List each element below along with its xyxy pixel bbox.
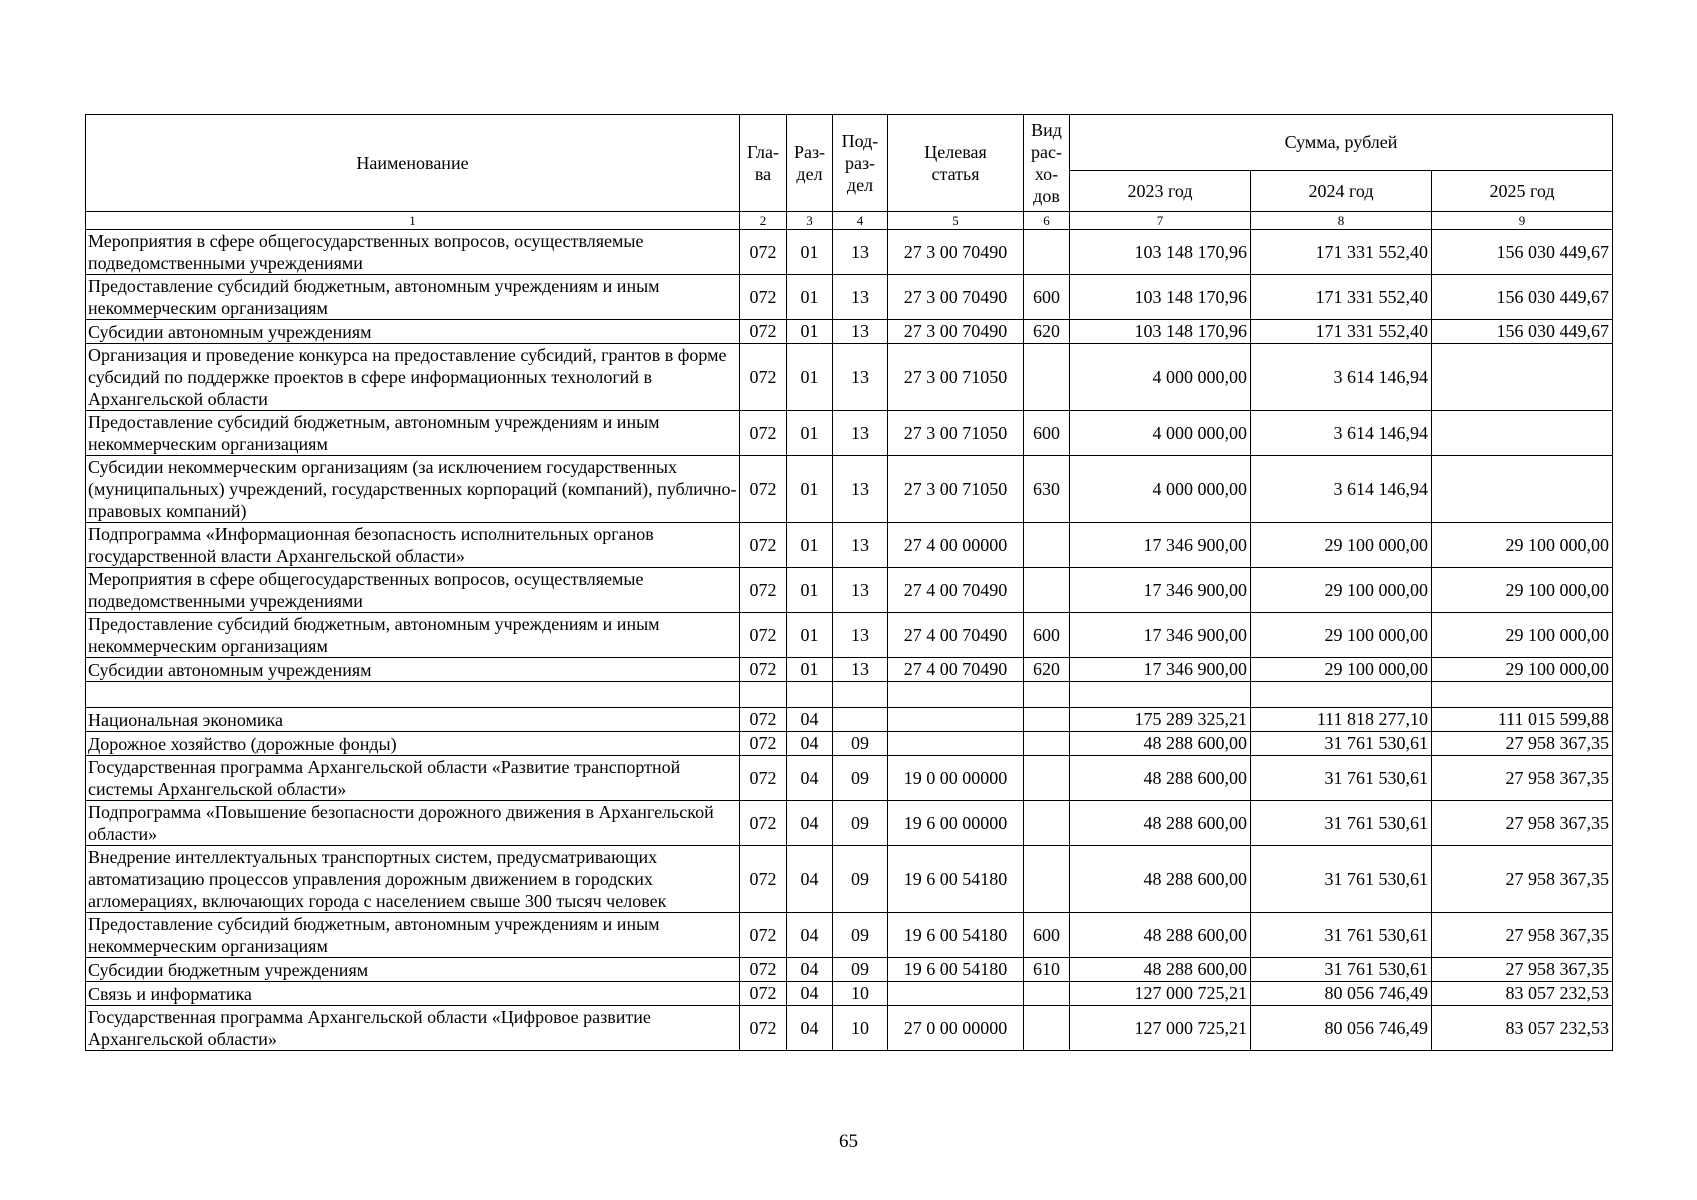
header-year-2024: 2024 год: [1251, 170, 1432, 211]
cell-razdel: 04: [787, 732, 833, 756]
cell-podrazdel: [833, 682, 888, 708]
cell-vid-rashodov: [1024, 568, 1070, 613]
cell-name: Внедрение интеллектуальных транспортных систем, предусматривающих автоматизацию процессов управления дорожным движением в городских агломерациях, включающих города с населением свыше 300 тысяч человек: [86, 846, 740, 913]
cell-glava: 072: [740, 982, 787, 1006]
cell-tselevaya-statya: 19 6 00 00000: [888, 801, 1024, 846]
cell-amount-2025: 83 057 232,53: [1432, 982, 1613, 1006]
table-row: [86, 230, 1613, 275]
cell-vid-rashodov: [1024, 682, 1070, 708]
cell-amount-2025: 29 100 000,00: [1432, 613, 1613, 658]
cell-amount-2025: 29 100 000,00: [1432, 568, 1613, 613]
cell-vid-rashodov: 600: [1024, 275, 1070, 320]
cell-razdel: 01: [787, 230, 833, 275]
cell-vid-rashodov: 610: [1024, 958, 1070, 982]
cell-podrazdel: 09: [833, 756, 888, 801]
cell-vid-rashodov: [1024, 708, 1070, 732]
column-number: 4: [833, 212, 888, 230]
cell-tselevaya-statya: 27 3 00 70490: [888, 320, 1024, 344]
cell-amount-2023: 48 288 600,00: [1070, 756, 1251, 801]
header-podrazdel: Под- раз- дел: [833, 115, 888, 212]
cell-glava: 072: [740, 756, 787, 801]
cell-glava: [740, 682, 787, 708]
table-row: [86, 1006, 1613, 1051]
cell-amount-2023: 17 346 900,00: [1070, 658, 1251, 682]
cell-vid-rashodov: 600: [1024, 411, 1070, 456]
cell-name: Предоставление субсидий бюджетным, автономным учреждениям и иным некоммерческим организациям: [86, 411, 740, 456]
cell-razdel: 04: [787, 958, 833, 982]
cell-vid-rashodov: [1024, 801, 1070, 846]
cell-amount-2023: 103 148 170,96: [1070, 275, 1251, 320]
cell-name: Государственная программа Архангельской области «Цифровое развитие Архангельской области»: [86, 1006, 740, 1051]
cell-tselevaya-statya: [888, 708, 1024, 732]
table-row: [86, 913, 1613, 958]
table-row: [86, 275, 1613, 320]
column-number: 3: [787, 212, 833, 230]
cell-tselevaya-statya: [888, 982, 1024, 1006]
cell-razdel: [787, 682, 833, 708]
table-row: [86, 682, 1613, 708]
cell-vid-rashodov: [1024, 523, 1070, 568]
table-row: [86, 732, 1613, 756]
cell-glava: 072: [740, 732, 787, 756]
cell-amount-2025: 156 030 449,67: [1432, 275, 1613, 320]
cell-name: Подпрограмма «Повышение безопасности дорожного движения в Архангельской области»: [86, 801, 740, 846]
cell-vid-rashodov: [1024, 344, 1070, 411]
cell-amount-2025: 27 958 367,35: [1432, 958, 1613, 982]
cell-podrazdel: 13: [833, 230, 888, 275]
cell-tselevaya-statya: 27 4 00 00000: [888, 523, 1024, 568]
cell-amount-2023: 4 000 000,00: [1070, 456, 1251, 523]
cell-amount-2025: [1432, 456, 1613, 523]
cell-amount-2024: 31 761 530,61: [1251, 958, 1432, 982]
header-vid-rashodov: Вид рас- хо- дов: [1024, 115, 1070, 212]
table-row: [86, 344, 1613, 411]
cell-podrazdel: 13: [833, 613, 888, 658]
cell-vid-rashodov: [1024, 732, 1070, 756]
cell-glava: 072: [740, 958, 787, 982]
cell-amount-2025: 156 030 449,67: [1432, 230, 1613, 275]
cell-amount-2024: 171 331 552,40: [1251, 230, 1432, 275]
cell-amount-2024: 171 331 552,40: [1251, 320, 1432, 344]
header-glava: Гла- ва: [740, 115, 787, 212]
cell-razdel: 01: [787, 320, 833, 344]
table-row: [86, 982, 1613, 1006]
cell-amount-2024: 31 761 530,61: [1251, 756, 1432, 801]
column-number: 5: [888, 212, 1024, 230]
cell-podrazdel: 09: [833, 846, 888, 913]
cell-glava: 072: [740, 708, 787, 732]
cell-tselevaya-statya: 27 3 00 71050: [888, 344, 1024, 411]
cell-amount-2023: 175 289 325,21: [1070, 708, 1251, 732]
cell-vid-rashodov: [1024, 1006, 1070, 1051]
cell-podrazdel: 09: [833, 801, 888, 846]
cell-name: [86, 682, 740, 708]
cell-tselevaya-statya: 27 4 00 70490: [888, 613, 1024, 658]
cell-name: Подпрограмма «Информационная безопасность исполнительных органов государственной власти Архангельской области»: [86, 523, 740, 568]
cell-amount-2024: 29 100 000,00: [1251, 568, 1432, 613]
cell-amount-2024: 3 614 146,94: [1251, 411, 1432, 456]
budget-table: [85, 114, 1613, 1051]
cell-tselevaya-statya: [888, 682, 1024, 708]
cell-amount-2024: [1251, 682, 1432, 708]
column-numbers-row: [86, 212, 1613, 230]
cell-vid-rashodov: [1024, 982, 1070, 1006]
table-row: [86, 846, 1613, 913]
cell-amount-2024: 111 818 277,10: [1251, 708, 1432, 732]
cell-name: Мероприятия в сфере общегосударственных вопросов, осуществляемые подведомственными учреждениями: [86, 230, 740, 275]
cell-amount-2024: 29 100 000,00: [1251, 523, 1432, 568]
cell-name: Связь и информатика: [86, 982, 740, 1006]
cell-vid-rashodov: [1024, 846, 1070, 913]
table-body: [86, 230, 1613, 1051]
cell-amount-2025: 27 958 367,35: [1432, 913, 1613, 958]
header-summa: Сумма, рублей: [1070, 115, 1613, 171]
header-year-2023: 2023 год: [1070, 170, 1251, 211]
cell-vid-rashodov: 600: [1024, 613, 1070, 658]
cell-amount-2023: 127 000 725,21: [1070, 982, 1251, 1006]
cell-podrazdel: 09: [833, 732, 888, 756]
cell-razdel: 01: [787, 344, 833, 411]
table-row: [86, 411, 1613, 456]
cell-glava: 072: [740, 613, 787, 658]
header-year-2025: 2025 год: [1432, 170, 1613, 211]
table-row: [86, 756, 1613, 801]
cell-glava: 072: [740, 230, 787, 275]
header-tselevaya-statya: Целевая статья: [888, 115, 1024, 212]
cell-glava: 072: [740, 411, 787, 456]
cell-amount-2025: 156 030 449,67: [1432, 320, 1613, 344]
cell-glava: 072: [740, 275, 787, 320]
cell-amount-2024: 31 761 530,61: [1251, 801, 1432, 846]
cell-tselevaya-statya: 27 3 00 71050: [888, 456, 1024, 523]
cell-razdel: 04: [787, 708, 833, 732]
cell-name: Субсидии бюджетным учреждениям: [86, 958, 740, 982]
cell-razdel: 04: [787, 913, 833, 958]
cell-amount-2024: 80 056 746,49: [1251, 982, 1432, 1006]
cell-amount-2024: 31 761 530,61: [1251, 913, 1432, 958]
cell-amount-2023: 48 288 600,00: [1070, 846, 1251, 913]
cell-podrazdel: 13: [833, 320, 888, 344]
cell-glava: 072: [740, 913, 787, 958]
cell-glava: 072: [740, 658, 787, 682]
column-number: 9: [1432, 212, 1613, 230]
cell-name: Предоставление субсидий бюджетным, автономным учреждениям и иным некоммерческим организациям: [86, 913, 740, 958]
header-name: Наименование: [86, 115, 740, 212]
cell-tselevaya-statya: 27 4 00 70490: [888, 568, 1024, 613]
cell-amount-2023: 17 346 900,00: [1070, 523, 1251, 568]
cell-amount-2025: [1432, 344, 1613, 411]
cell-podrazdel: 13: [833, 658, 888, 682]
cell-tselevaya-statya: 27 3 00 71050: [888, 411, 1024, 456]
cell-amount-2023: 48 288 600,00: [1070, 732, 1251, 756]
cell-razdel: 01: [787, 568, 833, 613]
page-number: 65: [839, 1131, 858, 1152]
cell-amount-2024: 29 100 000,00: [1251, 613, 1432, 658]
cell-podrazdel: 13: [833, 411, 888, 456]
table-row: [86, 958, 1613, 982]
cell-amount-2025: [1432, 682, 1613, 708]
cell-tselevaya-statya: 27 4 00 70490: [888, 658, 1024, 682]
cell-razdel: 01: [787, 658, 833, 682]
cell-amount-2023: 4 000 000,00: [1070, 411, 1251, 456]
cell-tselevaya-statya: [888, 732, 1024, 756]
header-razdel: Раз- дел: [787, 115, 833, 212]
cell-vid-rashodov: 620: [1024, 658, 1070, 682]
cell-amount-2024: 171 331 552,40: [1251, 275, 1432, 320]
cell-amount-2023: [1070, 682, 1251, 708]
cell-amount-2023: 17 346 900,00: [1070, 568, 1251, 613]
cell-amount-2023: 103 148 170,96: [1070, 320, 1251, 344]
cell-glava: 072: [740, 568, 787, 613]
cell-tselevaya-statya: 27 3 00 70490: [888, 230, 1024, 275]
cell-amount-2023: 48 288 600,00: [1070, 913, 1251, 958]
cell-vid-rashodov: 620: [1024, 320, 1070, 344]
cell-tselevaya-statya: 19 6 00 54180: [888, 958, 1024, 982]
cell-name: Предоставление субсидий бюджетным, автономным учреждениям и иным некоммерческим организациям: [86, 275, 740, 320]
cell-vid-rashodov: 630: [1024, 456, 1070, 523]
cell-amount-2024: 3 614 146,94: [1251, 344, 1432, 411]
cell-amount-2025: 29 100 000,00: [1432, 523, 1613, 568]
cell-amount-2025: 27 958 367,35: [1432, 756, 1613, 801]
cell-amount-2024: 29 100 000,00: [1251, 658, 1432, 682]
cell-glava: 072: [740, 523, 787, 568]
cell-amount-2023: 48 288 600,00: [1070, 801, 1251, 846]
table-row: [86, 523, 1613, 568]
cell-amount-2025: 27 958 367,35: [1432, 801, 1613, 846]
cell-name: Мероприятия в сфере общегосударственных вопросов, осуществляемые подведомственными учреждениями: [86, 568, 740, 613]
cell-tselevaya-statya: 27 0 00 00000: [888, 1006, 1024, 1051]
cell-tselevaya-statya: 19 6 00 54180: [888, 846, 1024, 913]
cell-podrazdel: 09: [833, 913, 888, 958]
cell-podrazdel: 13: [833, 344, 888, 411]
cell-vid-rashodov: [1024, 756, 1070, 801]
column-number: 7: [1070, 212, 1251, 230]
cell-podrazdel: [833, 708, 888, 732]
cell-podrazdel: 13: [833, 523, 888, 568]
cell-amount-2025: [1432, 411, 1613, 456]
cell-name: Субсидии автономным учреждениям: [86, 320, 740, 344]
cell-razdel: 01: [787, 456, 833, 523]
cell-razdel: 01: [787, 411, 833, 456]
cell-razdel: 04: [787, 801, 833, 846]
table-row: [86, 613, 1613, 658]
table-row: [86, 568, 1613, 613]
column-number: 2: [740, 212, 787, 230]
column-number: 8: [1251, 212, 1432, 230]
column-number: 1: [86, 212, 740, 230]
cell-amount-2024: 3 614 146,94: [1251, 456, 1432, 523]
cell-razdel: 04: [787, 846, 833, 913]
cell-razdel: 01: [787, 613, 833, 658]
cell-amount-2025: 27 958 367,35: [1432, 846, 1613, 913]
cell-name: Субсидии некоммерческим организациям (за исключением государственных (муниципальных) учреждений, государственных корпораций (компаний), публично-правовых компаний): [86, 456, 740, 523]
cell-vid-rashodov: 600: [1024, 913, 1070, 958]
cell-glava: 072: [740, 320, 787, 344]
cell-podrazdel: 10: [833, 1006, 888, 1051]
cell-podrazdel: 13: [833, 275, 888, 320]
table-row: [86, 801, 1613, 846]
cell-razdel: 01: [787, 275, 833, 320]
cell-razdel: 04: [787, 1006, 833, 1051]
cell-vid-rashodov: [1024, 230, 1070, 275]
cell-glava: 072: [740, 846, 787, 913]
cell-amount-2025: 27 958 367,35: [1432, 732, 1613, 756]
cell-podrazdel: 13: [833, 456, 888, 523]
cell-podrazdel: 09: [833, 958, 888, 982]
cell-amount-2024: 31 761 530,61: [1251, 846, 1432, 913]
cell-amount-2025: 29 100 000,00: [1432, 658, 1613, 682]
table-row: [86, 320, 1613, 344]
cell-name: Дорожное хозяйство (дорожные фонды): [86, 732, 740, 756]
cell-amount-2023: 103 148 170,96: [1070, 230, 1251, 275]
column-number: 6: [1024, 212, 1070, 230]
table-row: [86, 456, 1613, 523]
cell-amount-2024: 80 056 746,49: [1251, 1006, 1432, 1051]
cell-amount-2024: 31 761 530,61: [1251, 732, 1432, 756]
cell-name: Государственная программа Архангельской области «Развитие транспортной системы Архангельской области»: [86, 756, 740, 801]
cell-razdel: 01: [787, 523, 833, 568]
cell-name: Организация и проведение конкурса на предоставление субсидий, грантов в форме субсидий по поддержке проектов в сфере информационных технологий в Архангельской области: [86, 344, 740, 411]
cell-name: Национальная экономика: [86, 708, 740, 732]
cell-amount-2023: 127 000 725,21: [1070, 1006, 1251, 1051]
cell-razdel: 04: [787, 982, 833, 1006]
cell-razdel: 04: [787, 756, 833, 801]
cell-glava: 072: [740, 344, 787, 411]
table-row: [86, 708, 1613, 732]
cell-tselevaya-statya: 19 6 00 54180: [888, 913, 1024, 958]
cell-tselevaya-statya: 27 3 00 70490: [888, 275, 1024, 320]
cell-amount-2025: 83 057 232,53: [1432, 1006, 1613, 1051]
cell-tselevaya-statya: 19 0 00 00000: [888, 756, 1024, 801]
cell-amount-2025: 111 015 599,88: [1432, 708, 1613, 732]
cell-name: Предоставление субсидий бюджетным, автономным учреждениям и иным некоммерческим организациям: [86, 613, 740, 658]
cell-podrazdel: 10: [833, 982, 888, 1006]
cell-glava: 072: [740, 801, 787, 846]
cell-name: Субсидии автономным учреждениям: [86, 658, 740, 682]
cell-glava: 072: [740, 1006, 787, 1051]
cell-amount-2023: 48 288 600,00: [1070, 958, 1251, 982]
cell-podrazdel: 13: [833, 568, 888, 613]
cell-amount-2023: 17 346 900,00: [1070, 613, 1251, 658]
cell-amount-2023: 4 000 000,00: [1070, 344, 1251, 411]
table-row: [86, 658, 1613, 682]
cell-glava: 072: [740, 456, 787, 523]
